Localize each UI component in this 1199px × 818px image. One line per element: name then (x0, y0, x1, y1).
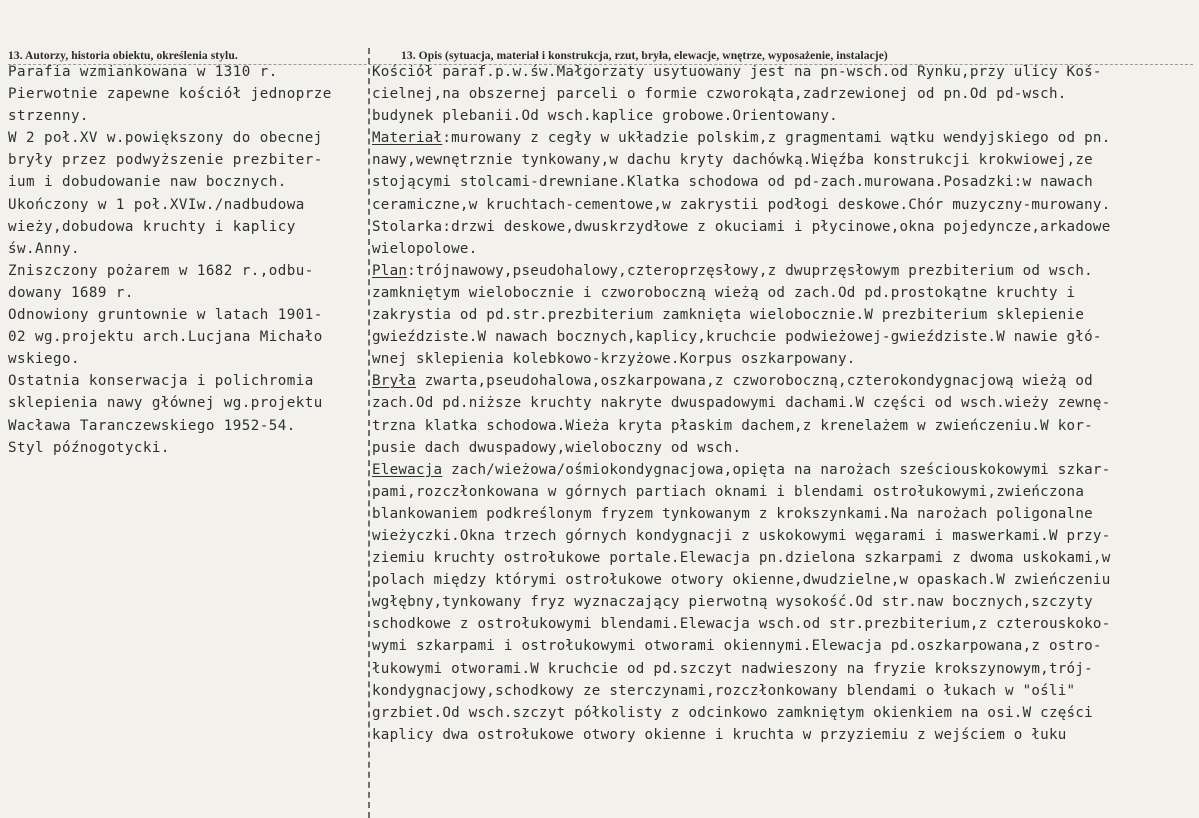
description-text: blankowaniem podkreślonym fryzem tynkowanym z krokszynkami.Na narożach poligonalne (372, 505, 1093, 522)
description-line (372, 635, 1194, 657)
description-line (372, 326, 1194, 348)
description-line (372, 591, 1194, 613)
description-text: zach.Od pd.niższe kruchty nakryte dwuspadowymi dachami.W części od wsch.wieży zewnę- (372, 395, 1111, 412)
section-header-description: 13. Opis (sytuacja, materiał i konstrukcja, rzut, bryła, elewacje, wnętrze, wyposażenie, instalacje) (401, 50, 888, 62)
description-line (372, 680, 1194, 702)
description-text: kondygnacjowy,schodkowy ze sterczynami,rozczłonkowany blendami o łukach w "ośli" (372, 682, 1076, 699)
description-line (372, 216, 1194, 238)
description-line (372, 238, 1194, 260)
description-line (372, 437, 1194, 459)
description-text: schodkowe z ostrołukowymi blendami.Elewacja wsch.od str.prezbiterium,z czterouskoko- (372, 616, 1111, 633)
section-keyword: Elewacja (372, 461, 443, 478)
history-line: wieży,dobudowa kruchty i kaplicy (8, 218, 296, 235)
description-line (372, 105, 1194, 127)
description-text: cielnej,na obszernej parceli o formie czworokąta,zadrzewionej od pn.Od pd-wsch. (372, 86, 1067, 103)
description-text: grzbiet.Od wsch.szczyt półkolisty z odcinkowo zamkniętym okienkiem na osi.W części (372, 704, 1093, 721)
history-line: dowany 1689 r. (8, 284, 134, 301)
history-line: Pierwotnie zapewne kościół jednoprze (8, 86, 332, 103)
description-line (372, 525, 1194, 547)
description-line (372, 348, 1194, 370)
history-line: bryły przez podwyższenie prezbiter- (8, 152, 323, 169)
history-line: ium i dobudowanie naw bocznych. (8, 174, 287, 191)
description-line (372, 459, 1194, 481)
description-line (372, 127, 1194, 149)
column-divider (368, 48, 370, 818)
description-line (372, 481, 1194, 503)
description-line (372, 724, 1194, 746)
description-text: gwieździste.W nawach bocznych,kaplicy,kruchcie podwieżowej-gwieździste.W nawie głó- (372, 329, 1102, 346)
description-line (372, 370, 1194, 392)
description-text: wymi szkarpami i ostrołukowymi otworami okiennymi.Elewacja pd.oszkarpowana,z ostro- (372, 638, 1102, 655)
description-text: pami,rozczłonkowana w górnych partiach oknami i blendami ostrołukowymi,zwieńczona (372, 483, 1085, 500)
history-line: Zniszczony pożarem w 1682 r.,odbu- (8, 262, 314, 279)
history-line: strzenny. (8, 108, 89, 125)
description-text: ziemiu kruchty ostrołukowe portale.Elewacja pn.dzielona szkarpami z dwoma uskokami,w (372, 550, 1111, 567)
history-line: Wacława Taranczewskiego 1952-54. (8, 417, 296, 434)
description-text: trzna klatka schodowa.Wieża kryta płaskim dachem,z krenelażem w zwieńczeniu.W kor- (372, 417, 1093, 434)
history-line: sklepienia nawy głównej wg.projektu (8, 395, 323, 412)
description-text: :trójnawowy,pseudohalowy,czteroprzęsłowy,z dwuprzęsłowym prezbiterium od wsch. (407, 262, 1093, 279)
description-text: zach/wieżowa/ośmiokondygnacjowa,opięta na narożach sześciouskokowymi szkar- (442, 461, 1111, 478)
description-line (372, 415, 1194, 437)
description-line (372, 83, 1194, 105)
description-line (372, 61, 1194, 83)
description-text: wnej sklepienia kolebkowo-krzyżowe.Korpus oszkarpowany. (372, 351, 856, 368)
description-text: polach między którymi ostrołukowe otwory okienne,dwudzielne,w opaskach.W zwieńczeniu (372, 572, 1111, 589)
description-text: Stolarka:drzwi deskowe,dwuskrzydłowe z okuciami i płycinowe,okna pojedyncze,arkadowe (372, 218, 1111, 235)
description-line (372, 658, 1194, 680)
description-line (372, 392, 1194, 414)
description-text: zakrystia od pd.str.prezbiterium zamknięta wielobocznie.W prezbiterium sklepienie (372, 307, 1085, 324)
section-keyword: Bryła (372, 373, 416, 390)
history-line: 02 wg.projektu arch.Lucjana Michało (8, 329, 323, 346)
description-text: nawy,wewnętrznie tynkowany,w dachu kryty dachówką.Więźba konstrukcji krokwiowej,ze (372, 152, 1093, 169)
description-line (372, 304, 1194, 326)
description-line (372, 503, 1194, 525)
history-text-column (8, 61, 366, 459)
description-text-column (372, 61, 1194, 746)
description-line (372, 194, 1194, 216)
description-text: pusie dach dwuspadowy,wieloboczny od wsch. (372, 439, 742, 456)
description-text: kaplicy dwa ostrołukowe otwory okienne i kruchta w przyziemiu z wejściem o łuku (372, 726, 1067, 743)
history-line: Parafia wzmiankowana w 1310 r. (8, 64, 278, 80)
description-text: budynek plebanii.Od wsch.kaplice grobowe.Orientowany. (372, 108, 838, 125)
description-line (372, 613, 1194, 635)
history-line: Styl późnogotycki. (8, 439, 170, 456)
description-text: zamkniętym wielobocznie i czworoboczną wieżą od zach.Od pd.prostokątne kruchty i (372, 284, 1076, 301)
description-text: zwarta,pseudohalowa,oszkarpowana,z czworoboczną,czterokondygnacjową wieżą od (415, 373, 1093, 390)
description-line (372, 260, 1194, 282)
section-header-authors-history: 13. Autorzy, historia obiektu, określenia stylu. (8, 50, 238, 62)
description-line (372, 149, 1194, 171)
description-text: Kościół paraf.p.w.św.Małgorzaty usytuowany jest na pn-wsch.od Rynku,przy ulicy Koś- (372, 64, 1102, 80)
description-text: :murowany z cegły w układzie polskim,z gragmentami wątku wendyjskiego od pn. (442, 130, 1111, 147)
description-line (372, 569, 1194, 591)
description-line (372, 171, 1194, 193)
history-line: Ukończony w 1 poł.XVIw./nadbudowa (8, 196, 305, 213)
description-text: stojącymi stolcami-drewniane.Klatka schodowa od pd-zach.murowana.Posadzki:w nawach (372, 174, 1093, 191)
description-text: łukowymi otworami.W kruchcie od pd.szczyt nadwieszony na fryzie krokszynowym,trój- (372, 660, 1093, 677)
section-keyword: Plan (372, 262, 408, 279)
history-line: wskiego. (8, 351, 80, 368)
section-keyword: Materiał (372, 130, 443, 147)
description-line (372, 282, 1194, 304)
history-line: W 2 poł.XV w.powiększony do obecnej (8, 130, 323, 147)
description-text: wielopolowe. (372, 240, 478, 257)
history-line: Ostatnia konserwacja i polichromia (8, 373, 314, 390)
description-line (372, 547, 1194, 569)
description-text: ceramiczne,w kruchtach-cementowe,w zakrystii podłogi deskowe.Chór muzyczny-murowany. (372, 196, 1111, 213)
description-text: wieżyczki.Okna trzech górnych kondygnacji z uskokowymi węgarami i maswerkami.W przy- (372, 527, 1111, 544)
description-line (372, 702, 1194, 724)
history-line: Odnowiony gruntownie w latach 1901- (8, 307, 323, 324)
history-line: św.Anny. (8, 240, 80, 257)
description-text: wgłębny,tynkowany fryz wyznaczający pierwotną wysokość.Od str.naw bocznych,szczyty (372, 594, 1093, 611)
